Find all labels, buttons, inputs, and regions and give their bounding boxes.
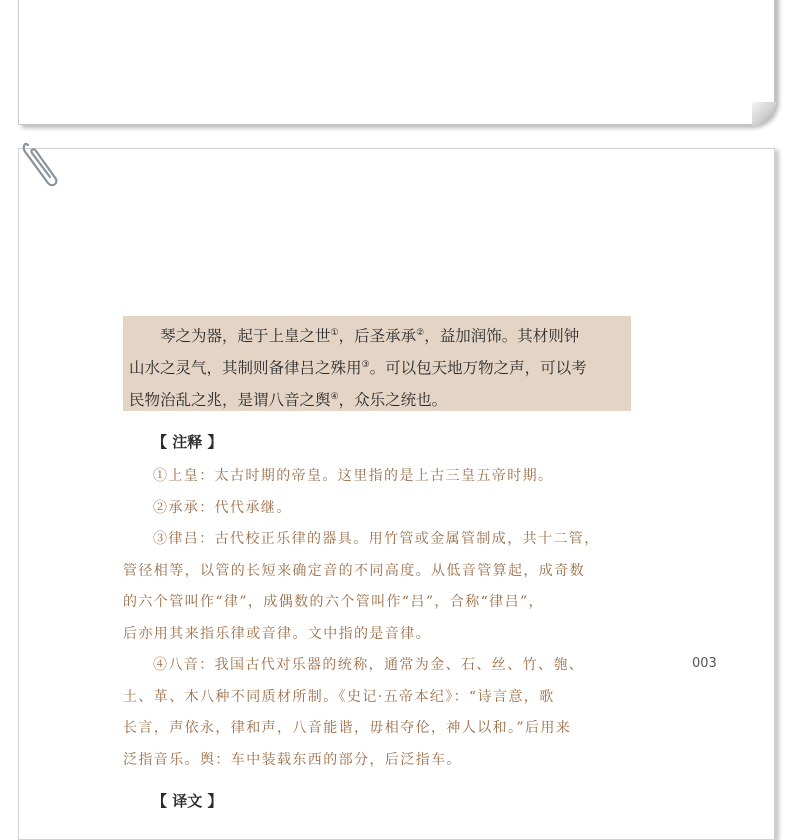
passage-text: 琴之为器，起于上皇之世 bbox=[160, 327, 331, 345]
footnote-ref: ① bbox=[330, 328, 339, 338]
passage-line bbox=[129, 352, 625, 384]
footnote-ref: ④ bbox=[330, 392, 339, 402]
original-text-passage bbox=[123, 316, 631, 411]
note-line: 的六个管叫作“律”，成偶数的六个管叫作“吕”，合称“律吕”， bbox=[123, 594, 544, 610]
note-line: 后亦用其来指乐律或音律。文中指的是音律。 bbox=[123, 625, 431, 642]
note-line: ②承承：代代承继。 bbox=[153, 499, 292, 516]
page-number: 003 bbox=[692, 656, 717, 671]
passage-text: 民物治乱之兆，是谓八音之舆 bbox=[129, 391, 331, 409]
notes-body bbox=[123, 461, 643, 776]
cropped-text-line bbox=[152, 817, 622, 824]
passage-text: 山水之灵气，其制则备律吕之殊用 bbox=[129, 359, 362, 377]
note-line: 土、革、木八种不同质材所制。《史记·五帝本纪》：“诗言意，歌 bbox=[123, 688, 555, 705]
note-line: ④八音：我国古代对乐器的统称，通常为金、石、丝、竹、匏、 bbox=[153, 657, 585, 673]
passage-line bbox=[129, 384, 625, 416]
passage-text: ，益加润饰。其材则钟 bbox=[424, 327, 580, 345]
note-line: ①上皇：太古时期的帝皇。这里指的是上古三皇五帝时期。 bbox=[153, 468, 554, 484]
passage-line bbox=[129, 320, 625, 352]
passage-text: 。可以包天地万物之声，可以考 bbox=[369, 359, 587, 377]
page-curl-corner bbox=[752, 102, 776, 126]
note-line: 泛指音乐。舆：车中装载东西的部分，后泛指车。 bbox=[123, 751, 462, 768]
previous-page-sheet bbox=[18, 0, 775, 125]
passage-text: ，后圣承承 bbox=[338, 327, 417, 345]
notes-heading: 【 注释 】 bbox=[152, 433, 223, 451]
footnote-ref: ③ bbox=[361, 360, 370, 370]
footnote-ref: ② bbox=[416, 328, 425, 338]
translation-heading: 【 译文 】 bbox=[152, 792, 223, 810]
paperclip-icon bbox=[22, 139, 62, 189]
note-line: ③律吕：古代校正乐律的器具。用竹管或金属管制成，共十二管， bbox=[153, 531, 600, 547]
note-line: 管径相等，以管的长短来确定音的不同高度。从低音管算起，成奇数 bbox=[123, 562, 585, 579]
passage-text: ，众乐之统也。 bbox=[338, 391, 448, 409]
note-line: 长言，声依永，律和声，八音能谐，毋相夺伦，神人以和。”后用来 bbox=[123, 720, 572, 736]
